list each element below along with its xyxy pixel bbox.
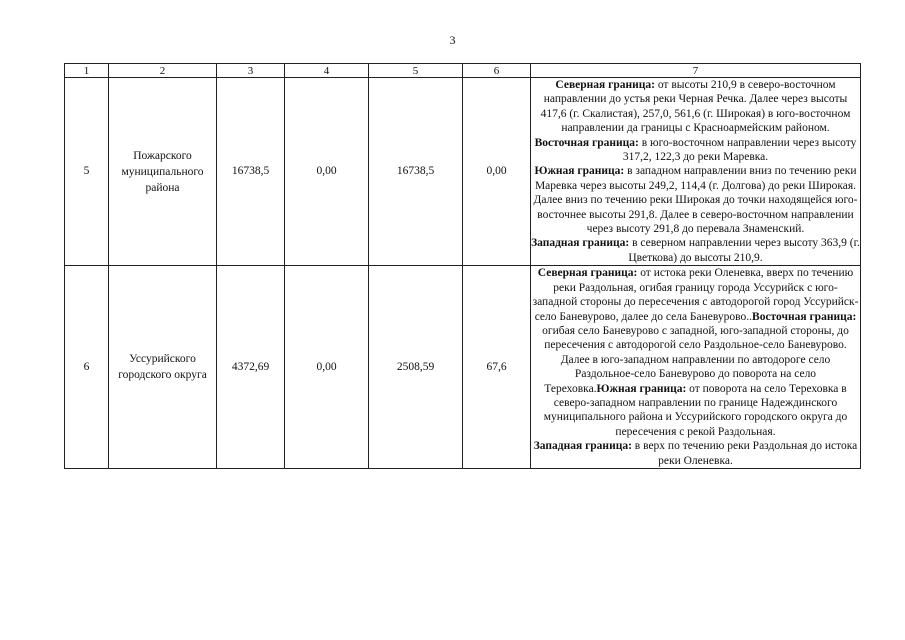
north-boundary	[531, 78, 860, 136]
boundary-label: Западная граница:	[531, 237, 630, 250]
page-number: 3	[449, 33, 456, 47]
boundary-label: Восточная граница:	[752, 310, 857, 323]
boundary-text: в юго-восточном направлении через высоту 317,2, 122,3 до реки Маревка.	[622, 136, 857, 164]
value-cell: 16738,5	[217, 78, 285, 266]
boundary-text: огибая село Баневурово с западной, юго-западной стороны, до пересечения с автодорогой село Раздольное-село Баневурово. Далее в юго-западном направлении по автодороге село Раздольное-село Баневурово до поворота на село Тереховка.	[542, 324, 849, 395]
table-row	[65, 78, 861, 266]
boundary-text: от истока реки Оленевка, вверх по течению реки Раздольная, огибая границу города Уссурийск с юго-западной стороны до пересечения с автодорогой город Уссурийск-село Баневурово, далее до села Баневурово..	[532, 267, 859, 323]
value-cell: 0,00	[285, 266, 369, 469]
boundary-label: Северная граница:	[537, 267, 638, 280]
boundary-text: в северном направлении через высоту 363,9 (г. Цветкова) до высоты 210,9.	[628, 237, 860, 264]
column-header: 7	[531, 64, 861, 78]
value-cell: 0,00	[285, 78, 369, 266]
column-header: 2	[109, 64, 217, 78]
column-header: 4	[285, 64, 369, 78]
column-header: 5	[369, 64, 463, 78]
value-cell: 0,00	[463, 78, 531, 266]
west-boundary	[531, 236, 860, 265]
boundary-text: от высоты 210,9 в северо-восточном направлении до устья реки Черная Речка. Далее через высоты 417,6 (г. Скалистая), 257,0, 561,6 (г. Широкая) в юго-восточном направлении да границы с Красноармейским районом.	[540, 79, 851, 135]
boundary-label: Восточная граница:	[534, 136, 639, 149]
boundary-text: в верх по течению реки Раздольная до истока реки Оленевка.	[631, 440, 858, 467]
column-header: 6	[463, 64, 531, 78]
value-cell: 16738,5	[369, 78, 463, 266]
boundary-description	[531, 266, 861, 469]
column-header: 3	[217, 64, 285, 78]
boundary-paragraph	[531, 266, 860, 439]
row-number: 6	[65, 266, 109, 469]
boundary-text: в западном направлении вниз по течению реки Маревка через высоты 249,2, 114,4 (г. Долгова) до реки Широкая. Далее вниз по течению реки Широкая до точки находящейся юго-восточнее высоты 291,8. Далее в северо-восточном направлении через высоту 291,8 до перевала Знаменский.	[533, 165, 858, 236]
boundary-description	[531, 78, 861, 266]
boundary-label: Западная граница:	[533, 440, 632, 453]
boundaries-table	[64, 63, 861, 469]
header-row	[65, 64, 861, 78]
district-name: Уссурийского городского округа	[109, 266, 217, 469]
west-boundary	[531, 439, 860, 468]
row-number: 5	[65, 78, 109, 266]
boundary-label: Южная граница:	[596, 382, 687, 395]
east-boundary	[531, 136, 860, 165]
boundary-text: от поворота на село Тереховка в северо-западном направлении по границе Надеждинского муниципального района и Уссурийского городского округа до пересечения с рекой Раздольная.	[543, 382, 848, 438]
boundary-label: Северная граница:	[555, 79, 655, 91]
value-cell: 4372,69	[217, 266, 285, 469]
value-cell: 67,6	[463, 266, 531, 469]
district-name: Пожарского муниципального района	[109, 78, 217, 266]
column-header: 1	[65, 64, 109, 78]
south-boundary	[531, 164, 860, 236]
boundary-label: Южная граница:	[534, 165, 625, 178]
table-row	[65, 266, 861, 469]
value-cell: 2508,59	[369, 266, 463, 469]
